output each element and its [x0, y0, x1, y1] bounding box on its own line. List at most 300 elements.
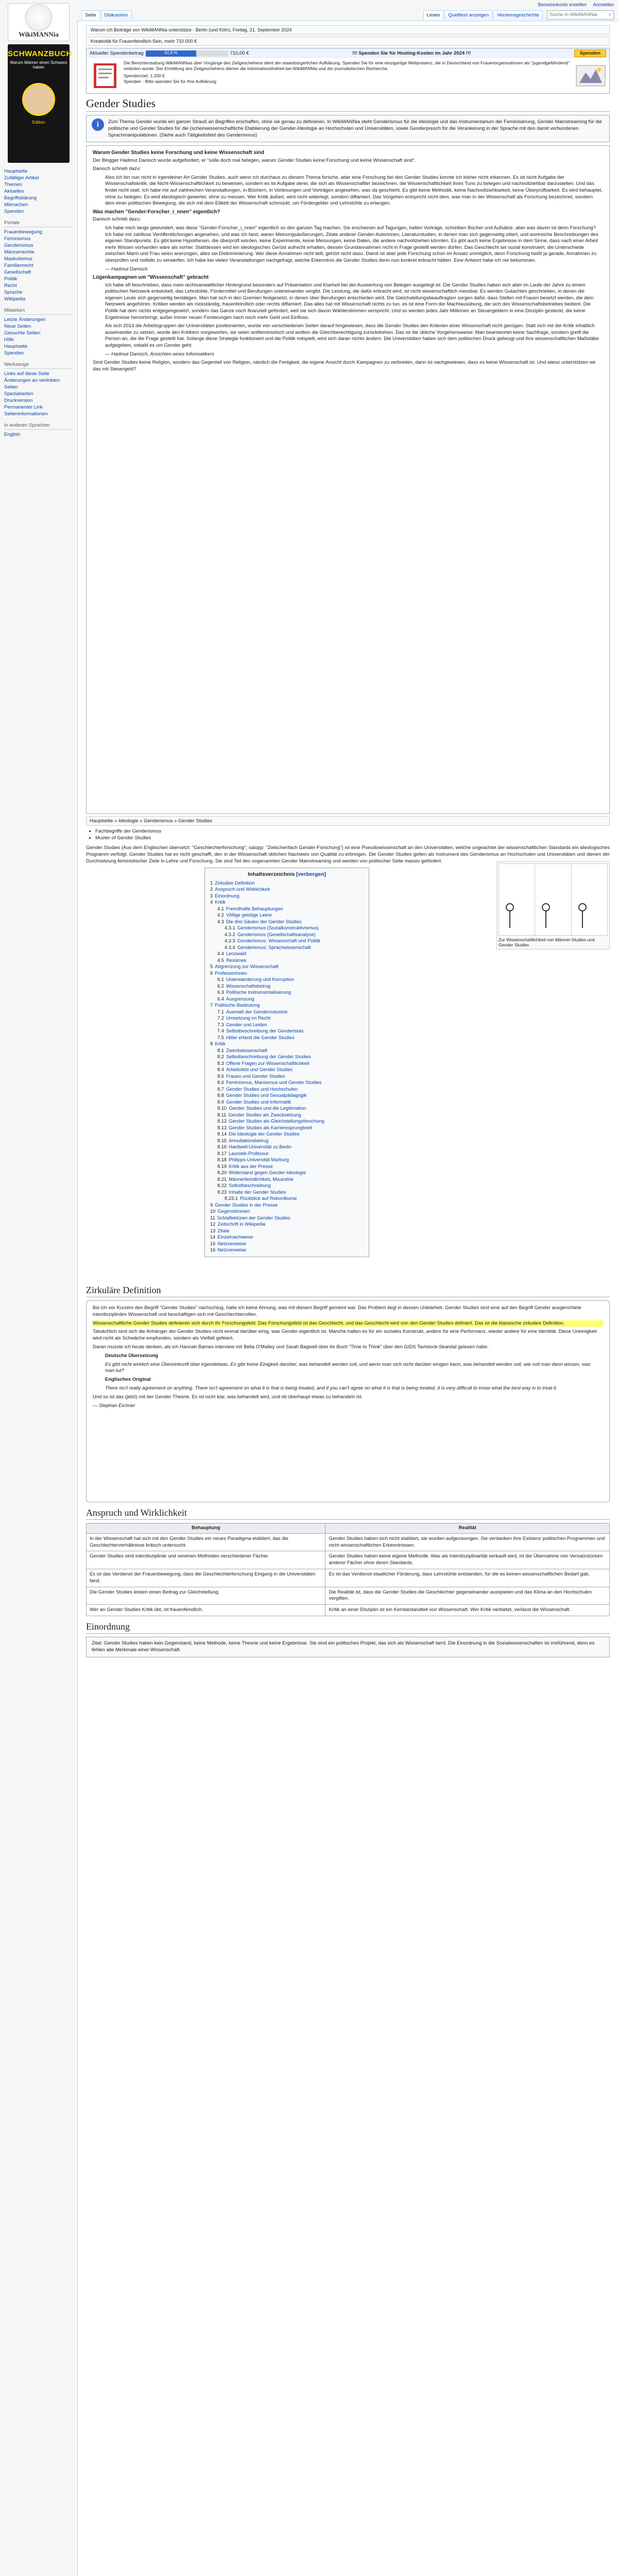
toc-link[interactable]: Genderismus: Sprachwissenschaft [237, 944, 311, 950]
toc-item[interactable] [210, 944, 364, 951]
toc-number: 8.10 [217, 1106, 227, 1111]
section-heading-anspruch: Anspruch und Wirklichkeit [86, 1507, 610, 1520]
toc-number: 8.21 [217, 1176, 227, 1182]
search-icon[interactable]: ⌕ [608, 12, 611, 18]
tab-seite[interactable]: Seite [81, 10, 100, 20]
toc-number: 13 [210, 1228, 216, 1233]
namespace-tabs [81, 10, 133, 20]
toc-item[interactable] [210, 1228, 364, 1234]
box-heading-1: Warum Gender Studies keine Forschung und keine Wissenschaft sind [93, 150, 264, 156]
login-link[interactable]: Anmelden [593, 2, 614, 7]
toc-item[interactable] [210, 976, 364, 983]
table-row [87, 1551, 610, 1569]
portal-link[interactable]: Genderismus [4, 243, 33, 248]
mitwirken-link[interactable]: Letzte Änderungen [4, 317, 46, 323]
portal-link[interactable]: Familienrecht [4, 263, 34, 268]
book-icon [90, 60, 121, 91]
werkzeuge-block [4, 362, 73, 417]
toc-item[interactable] [210, 1079, 364, 1086]
view-tabs [423, 10, 614, 20]
toc-number: 8.9 [217, 1099, 224, 1105]
toc-number: 4.4 [217, 951, 224, 956]
toc-link[interactable]: Gender Studies und die Legitimation [229, 1106, 306, 1111]
sitenotice-2[interactable]: Kreativität für Frauenfeindlich-Sein, mehr 710.000 € [86, 37, 610, 46]
nav-link[interactable]: Mitmachen [4, 202, 28, 208]
toc-item[interactable] [210, 1208, 364, 1215]
toc-link[interactable]: Offene Fragen zur Wissenschaftlichkeit [226, 1060, 310, 1066]
site-logo[interactable] [8, 3, 70, 41]
def-paragraph: Und so ist das (jetzt) mit der Gender Theorie. Es ist nicht klar, was behandelt wird, und ob überhaupt etwas zu behandeln ist. [93, 1394, 363, 1400]
toc-number: 8.2 [217, 1054, 224, 1059]
tab-lesen[interactable]: Lesen [423, 10, 444, 20]
toc-number: 4.1 [217, 906, 224, 911]
search-placeholder: Suche in WikiMANNia [550, 12, 597, 18]
table-cell: Wer an Gender Studies Kritik übt, ist frauenfeindlich. [87, 1605, 325, 1616]
comic-image [499, 863, 608, 936]
toc-number: 7 [210, 1003, 213, 1008]
info-box [86, 115, 610, 142]
toc-link[interactable]: Politische Bedeutung [215, 1003, 260, 1008]
toc-number: 6 [210, 970, 213, 976]
book-cover-face [22, 83, 55, 116]
table-cell: Gender Studies sind interdisziplinär und vereinen Methoden verschiedener Fächer. [87, 1551, 325, 1569]
section-heading-definition: Zirkuläre Definition [86, 1285, 610, 1297]
toc-item[interactable] [210, 1247, 364, 1253]
toc-link[interactable]: Fremdhafte Behauptungen [226, 906, 283, 911]
claims-table [86, 1523, 610, 1616]
toc-link[interactable]: Kritik [215, 900, 226, 905]
toc-number: 1 [210, 880, 213, 886]
toc-link[interactable]: Gender Studies und Informatik [226, 1099, 291, 1105]
top-bar [77, 0, 618, 21]
toc-item[interactable] [210, 1092, 364, 1099]
table-cell: In der Wissenschaft hat sich mit den Gender Studies ein neues Paradigma etabliert, das die Geschlechterverhältnisse kritisch untersucht. [87, 1533, 325, 1551]
toc-link[interactable]: Annullationsbetrug [229, 1138, 269, 1143]
toc-link[interactable]: Gender Studies und Hochschulen [226, 1086, 298, 1092]
toc-item[interactable] [210, 1176, 364, 1183]
donation-progress [146, 50, 228, 57]
table-row [87, 1569, 610, 1587]
toc-link[interactable]: Genderismus: Wissenschaft und Politik [237, 938, 320, 943]
tab-versionsgeschichte[interactable]: Versionsgeschichte [493, 10, 543, 20]
box-signature-1: — Hadmut Danisch [105, 266, 148, 272]
related-link[interactable]: • Fachbegriffe der Genderismus [95, 828, 610, 835]
quote-title-en: Englisches Original [105, 1377, 151, 1383]
box-lead-2: Danisch schrieb dazu: [93, 216, 141, 223]
tool-link[interactable]: Druckversion [4, 398, 33, 403]
box-quote-4: Als sich 2014 die Arbeitsgruppen der Universitäten positionierten, wurde von verschiedenen Seiten darauf hingewiesen, dass die Gender Studies den Kriterien einer Wissenschaft nicht genügen. Statt sich mit der Kritik inhaltlich auseinander zu setzen, wurde den Kritikern vorgeworfen, sie seien antifeministisch und wollten die Gleichberechtigung zurückdrehen. Das ist die übliche Vorgehensweise: Man beantwortet keine Sachfrage, sondern greift die Person an, die die Frage gestellt hat. Solange diese Strategie funktioniert und die Politik mitspielt, wird sich daran nichts ändern. Die Universitäten haben sich dem politischen Druck gebeugt und ihre wissenschaftlichen Maßstäbe aufgegeben, sobald es um Gender geht. [105, 323, 599, 349]
toc-link[interactable]: Gegenstimmen [217, 1209, 250, 1214]
toc-link[interactable]: Gender Studies als Karrieresprungbrett [229, 1125, 312, 1130]
toc-item[interactable] [210, 1028, 364, 1035]
toc-link[interactable]: Gender Studies in der Presse [215, 1202, 278, 1208]
toc-item[interactable] [210, 1241, 364, 1247]
toc-link[interactable]: Die Ideologie der Gender Studies [229, 1131, 300, 1137]
toc-link[interactable]: Ausgrenzung [226, 996, 254, 1002]
tool-link[interactable]: Spezialseiten [4, 391, 33, 397]
toc-number: 6.3 [217, 990, 224, 995]
toc-link[interactable]: Rückblick auf Rekordkurse [239, 1196, 297, 1201]
thumb-caption: Zur Wissenschaftlichkeit von Männer-Studies und Gender Studies [499, 937, 595, 947]
donation-progress-fill: 61,8 % [146, 50, 197, 57]
toc-link[interactable]: Politische Instrumentalisierung [226, 990, 291, 995]
toc-item[interactable] [210, 1234, 364, 1241]
toc-item[interactable] [210, 1195, 364, 1202]
toc-link[interactable]: Schlaflektüren der Gender Studies [217, 1215, 290, 1221]
nav-link[interactable]: Zufälliger Artikel [4, 175, 39, 181]
toc-number: 2 [210, 887, 213, 892]
toc-link[interactable]: Zitate [217, 1228, 230, 1233]
sitenotice-1[interactable]: Warum ich Beiträge von WikiMANNia unterstütze · Berlin (und Köln), Freitag, 21. September 2024 [86, 25, 610, 35]
nav-link[interactable]: Begriffsklärung [4, 195, 37, 201]
toc-item[interactable] [210, 1002, 364, 1009]
table-cell: Kritik an einer Disziplin ist ein Kernbestandteil von Wissenschaft. Wer Kritik verbietet, verlässt die Wissenschaft. [325, 1605, 610, 1616]
toc-link[interactable]: Genderismus (Sozialkonstruktivismus) [237, 925, 319, 930]
table-row [87, 1587, 610, 1605]
tab-diskussion[interactable]: Diskussion [101, 10, 132, 20]
toc-link[interactable]: Resümee [226, 957, 247, 963]
page-title: Gender Studies [86, 97, 610, 112]
claims-table-body [87, 1533, 610, 1616]
toc-item[interactable] [210, 1073, 364, 1080]
box-lead-1: Danisch schrieb dazu: [93, 166, 141, 172]
toc-item[interactable] [210, 1157, 364, 1163]
box-heading-3: Lügenkampagnen um "Wissenschaft" gebracht [93, 275, 209, 281]
toc-number: 7.1 [217, 1009, 224, 1014]
toc-item[interactable] [210, 957, 364, 964]
toc-link[interactable]: Einordnung [215, 893, 239, 899]
toc-number: 16 [210, 1247, 216, 1252]
toc-link[interactable]: Völlige geistige Leere [226, 912, 272, 918]
toc-link[interactable]: Lenzwald [226, 951, 247, 956]
box-signature-2: — Hadmut Danisch, Ansichten eines Informatikers [105, 351, 214, 357]
toc-link[interactable]: Hardwell-Universität zu Berlin [229, 1144, 292, 1149]
donation-amount: 710,00 € [230, 50, 249, 56]
quote-en: There isn't really agreement on anything. There isn't agreement on what it is that is being treated, and if you can't agree on what it is that is being treated, it is very difficult to know what the best way is to treat it. [105, 1385, 558, 1391]
toc-number: 8.23.1 [225, 1196, 238, 1201]
toc-item[interactable] [210, 1118, 364, 1125]
toc-link[interactable]: Zweckwissenschaft [226, 1047, 268, 1053]
comic-thumbnail[interactable] [496, 861, 610, 950]
comic-panel [572, 864, 607, 935]
toc-item[interactable] [210, 1125, 364, 1131]
toc-item[interactable] [210, 1163, 364, 1170]
nav-link[interactable]: Themen [4, 182, 22, 188]
section-heading-einordnung: Einordnung [86, 1621, 610, 1634]
donate-button[interactable]: Spenden [574, 49, 606, 57]
toc-number: 8.17 [217, 1150, 227, 1156]
toc-number: 15 [210, 1241, 216, 1246]
toc-link[interactable]: Selbstbeschreibung der Gender Studies [226, 1054, 311, 1059]
toc-link[interactable]: Selbstbeschreibung der Genderistas [226, 1028, 304, 1033]
languages-heading: In anderen Sprachen [4, 422, 73, 430]
mitwirken-link[interactable]: Neue Seiten [4, 324, 31, 329]
toc-number: 8.22 [217, 1183, 227, 1188]
def-paragraph: Bis ich vor Kurzem den Begriff "Gender Studies" nachschlug, hatte ich keine Ahnung, was mit diesem Begriff gemeint war. Das Problem liegt in dessen Unklarheit. Gender Studies sind eine auf den Begriff Gender ausgerichtete interdisziplinäre Wissenschaft und beschäftigen sich mit Geschlechterrollen. [93, 1305, 581, 1317]
toc-link[interactable]: Professorinnen [215, 970, 247, 976]
toc-number: 8.3 [217, 1060, 224, 1066]
table-cell: Die Realität ist, dass die Gender Studies die Geschlechter gegeneinander ausspielen und das Klima an den Hochschulen vergiften. [325, 1587, 610, 1605]
toc-number: 8.8 [217, 1093, 224, 1098]
toc-item[interactable] [210, 1041, 364, 1047]
toc-item[interactable] [210, 989, 364, 996]
language-link[interactable]: English [4, 432, 21, 437]
comic-panel [535, 864, 571, 935]
toc-title: Inhaltsverzeichnis [verbergen] [248, 871, 326, 877]
donation-illustration [575, 60, 606, 91]
mitwirken-link[interactable]: Hilfe [4, 337, 14, 343]
toc-number: 4.5 [217, 957, 224, 963]
toc-item[interactable] [210, 1099, 364, 1106]
donation-banner [86, 48, 610, 94]
toc-item[interactable] [210, 1182, 364, 1189]
toc-link[interactable]: Gender und Leiden [226, 1022, 267, 1027]
mitwirken-link[interactable]: Gesuchte Seiten [4, 330, 41, 336]
toc-link[interactable]: Inhalte der Gender Studies [229, 1189, 286, 1195]
table-cell: Gender Studies haben sich nicht etabliert, sie wurden aufgezwungen. Sie verdanken ihre Existenz politischen Programmen und nicht wissenschaftlichen Erkenntnissen. [325, 1533, 610, 1551]
toc-item[interactable] [210, 880, 364, 887]
main-content [77, 21, 618, 2576]
toc-item[interactable] [210, 951, 364, 957]
werkzeuge-heading: Werkzeuge [4, 362, 73, 369]
toc-number: 8.19 [217, 1163, 227, 1169]
toc-link[interactable]: Unterwanderung und Korruption [226, 977, 295, 982]
toc-item[interactable] [210, 1215, 364, 1222]
tool-link[interactable]: Änderungen an verlinkten Seiten [4, 378, 60, 390]
toc-item[interactable] [210, 899, 364, 906]
toc-item[interactable] [210, 1015, 364, 1022]
donation-goal: Spendenziel: 1.200 € [124, 73, 165, 78]
toc-item[interactable] [210, 1189, 364, 1196]
toc-list [210, 880, 364, 1253]
toc-number: 4.3.4 [225, 944, 235, 950]
toc-link[interactable]: Einzelnachweise [217, 1234, 253, 1240]
toc-number: 4.2 [217, 912, 224, 918]
toc-item[interactable] [210, 1112, 364, 1118]
def-signature: — Stephan Eichner [93, 1402, 135, 1409]
box-quote-3: Ich habe oft beschrieben, dass mein rechtsanwaltlicher Hintergrund besonders auf Präsentation und Klarheit bei der Auswertung von Belegen ausgelegt ist. Die Gender Studies haben sich aber im Laufe der Jahre zu einem politischen Netzwerk entwickelt, das Lehrstühle, Fördermittel und Berufungen untereinander vergibt. Die Leistung, die dafür erbracht wird, ist nicht wissenschaftlich messbar. Es werden Gutachten geschrieben, in denen die eigenen Leute sich gegenseitig bestätigen. Man hat sich in den Gremien festgesetzt, in denen über Berufungen entschieden wird. Die Gleichstellungsbeauftragten sorgen dafür, dass Stellen mit Frauen besetzt werden, die dem Netzwerk angehören. Kritiker werden als rückständig, frauenfeindlich oder rechts diffamiert. Das alles hat mit Wissenschaft nichts zu tun, es ist eine Form der Machtausübung, die sich des Wissenschaftsbetriebes bedient. Die Politik hat dem nichts entgegengesetzt, sondern das Ganze noch finanziell gefördert, weil sie sich davon Wählerstimmen verspricht. Und so werden jedes Jahr Millionen an Steuergeldern in eine Disziplin gesteckt, die keine Ergebnisse hervorbringt, außer immer neuen Forderungen nach noch mehr Geld und Einfluss. [105, 282, 594, 320]
toc-item[interactable] [210, 931, 364, 938]
create-account-link[interactable]: Benutzerkonto erstellen [538, 2, 587, 7]
table-row [87, 1533, 610, 1551]
quote-title-de: Deutsche Übersetzung [105, 1352, 158, 1359]
toc-item[interactable] [210, 1009, 364, 1015]
toc-item[interactable] [210, 970, 364, 977]
toc-number: 4.3 [217, 919, 224, 924]
toc-item[interactable] [210, 1144, 364, 1150]
toc-item[interactable] [210, 963, 364, 970]
toc-number: 7.3 [217, 1022, 224, 1027]
toc-number: 3 [210, 893, 213, 899]
toc-number: 7.2 [217, 1015, 224, 1021]
toc-link[interactable]: Zirkuläre Definition [215, 880, 255, 886]
toc-number: 8.4 [217, 1067, 224, 1072]
toc-item[interactable] [210, 886, 364, 893]
toc-number: 8.12 [217, 1118, 227, 1124]
table-header: Realität [325, 1523, 610, 1534]
toc-number: 4 [210, 900, 213, 905]
mitwirken-link[interactable]: Hauptseite [4, 344, 28, 349]
toc-link[interactable]: Netzverweise [217, 1247, 247, 1252]
toc-link[interactable]: Abgrenzung zur Wissenschaft [215, 964, 279, 969]
toc-item[interactable] [210, 1138, 364, 1144]
toc-number: 8.20 [217, 1170, 227, 1175]
toc-link[interactable]: Anspruch und Wirklichkeit [215, 887, 270, 892]
nav-link[interactable]: Spenden [4, 209, 24, 214]
toc-item[interactable] [210, 983, 364, 990]
toc-link[interactable]: Selbstbeschreibung [229, 1183, 271, 1188]
toc-item[interactable] [210, 1066, 364, 1073]
portal-link[interactable]: Männerrechte [4, 249, 35, 255]
nav-block [4, 168, 73, 215]
toc-item[interactable] [210, 996, 364, 1003]
box-intro: Der Blogger Hadmut Danisch wurde aufgefordert, er "solle doch mal belegen, warum Gender Studies keine Forschung und keine Wissenschaft sind". [93, 157, 416, 163]
toc-number: 6.1 [217, 977, 224, 982]
toc-item[interactable] [210, 912, 364, 919]
toc-number: 8.23 [217, 1189, 227, 1195]
def-paragraph: Daran musste ich heute denken, als ich Hannah Barnes interview mit Bella O'Malley und Sarah Bagwell über ihr Buch "Time to Think" über den GIDS Tavistock-Skandal gelesen habe. [93, 1344, 489, 1350]
toc-item[interactable] [210, 925, 364, 931]
toc-item[interactable] [210, 1221, 364, 1228]
tool-link[interactable]: Seiteninformationen [4, 411, 48, 417]
nav-link[interactable]: Aktuelles [4, 189, 24, 194]
donation-title: !!! Spenden Sie für Hosting-Kosten im Jahr 2024 !!! [352, 50, 471, 56]
portal-link[interactable]: Feminismus [4, 236, 31, 242]
def-paragraph: Tatsächlich sind sich die Anhänger der Gender Studies nicht einmal darüber einig, was Gender eigentlich ist. Manche halten es für ein soziales Konstrukt, andere für eine Performanz, wieder andere für eine Identität. Diese Uneinigkeit wird nicht als Schwäche empfunden, sondern als Vielfalt gefeiert. [93, 1329, 597, 1342]
portal-link[interactable]: Maskulismus [4, 256, 32, 262]
toc-number: 11 [210, 1215, 215, 1221]
box-heading-2: Was machen "Gender-Forscher_i_nnen" eigentlich? [93, 209, 220, 215]
toc-number: 7.5 [217, 1035, 224, 1040]
toc-number: 4.3.3 [225, 938, 235, 943]
toc-toggle[interactable]: [verbergen] [296, 871, 326, 877]
portal-link[interactable]: Politik [4, 276, 18, 282]
toc-number: 8.13 [217, 1125, 227, 1130]
toc-number: 4.3.1 [225, 925, 235, 930]
toc-number: 8.1 [217, 1047, 224, 1053]
portal-link[interactable]: Sprache [4, 290, 23, 295]
toc-number: 9 [210, 1202, 213, 1208]
portal-link[interactable]: Wikipedia [4, 296, 26, 302]
toc-item[interactable] [210, 1150, 364, 1157]
toc-item[interactable] [210, 919, 364, 925]
tool-link[interactable]: Permanenter Link [4, 404, 43, 410]
toc-number: 8.15 [217, 1138, 227, 1143]
book-advert[interactable] [8, 44, 70, 163]
donation-bar [87, 48, 609, 58]
toc-link[interactable]: Feminismus, Marxismus und Gender Studies [226, 1080, 322, 1085]
toc-link[interactable]: Genderismus (Gesellschaftsanalyse) [237, 931, 316, 937]
mitwirken-link[interactable]: Spenden [4, 350, 24, 356]
toc-item[interactable] [210, 1047, 364, 1054]
einordnung-box: Zitat: Gender Studies haben kein Gegenstand, keine Methode, keine Theorie und keine Ergebnisse. Sie sind ein politisches Projekt, das sich als Wissenschaft tarnt. Die Einordnung in die Sozialwissenschaften ist irreführend, denn es fehlen alle Merkmale einer Wissenschaft. [86, 1637, 610, 1657]
toc-link[interactable]: Männerfeindlichkeit, Misandrie [229, 1176, 294, 1182]
toc-link[interactable]: Umsetzung im Recht [226, 1015, 271, 1021]
toc-number: 6.4 [217, 996, 224, 1002]
toc-item[interactable] [210, 1202, 364, 1209]
toc-number: 8.18 [217, 1157, 227, 1162]
toc-number: 8.6 [217, 1080, 224, 1085]
related-list [95, 828, 610, 841]
portal-link[interactable]: Recht [4, 283, 17, 289]
toc-link[interactable]: Netzverweise [217, 1241, 247, 1246]
search-input[interactable] [547, 10, 614, 20]
toc-item[interactable] [210, 1170, 364, 1176]
tool-link[interactable]: Links auf diese Seite [4, 371, 49, 377]
toc-number: 4.3.2 [225, 931, 235, 937]
toc-item[interactable] [210, 906, 364, 912]
toc-link[interactable]: Zeitschrift in Wikipedia [217, 1222, 266, 1227]
toc-link[interactable]: Widerstand gegen Gender-Ideologie [229, 1170, 306, 1175]
toc-link[interactable]: Wissenschaftsbetrug [226, 983, 271, 989]
toc-number: 5 [210, 964, 213, 969]
toc-link[interactable]: Gender Studies als Gleichstellungsforschung [229, 1118, 324, 1124]
toc-number: 8 [210, 1041, 213, 1046]
sidebar [0, 0, 77, 2576]
info-text: Zum Thema Gender wurde ein ganzer Strauß an Begriffen erschaffen, ohne sie genau zu definieren. In WikiMANNia steht Genderismus für die Ideologie und das Instrumentarium der Feminisierung, Gender Mainstreaming für die politische und Gender Studies für die (scheinwissenschaftliche Etablierung der Gender-Ideologie an Hochschulen und Universitäten, sowie Genderpresch für die Verankerung in der Sprache mit den damit verbundenen Sprachmanipulationen. (Siehe auch Tätigkeitsfeld des Genderismus) [108, 119, 602, 138]
toc-item[interactable] [210, 1086, 364, 1093]
breadcrumb[interactable]: Hauptseite » Ideologie » Genderismus » Gender Studies [86, 816, 610, 826]
nav-link[interactable]: Hauptseite [4, 168, 28, 174]
table-cell: Gender Studies haben keine eigene Methodik. Was als Interdisziplinarität verkauft wird, ist die Übernahme von Versatzstücken anderer Fächer ohne deren Standards. [325, 1551, 610, 1569]
toc-item[interactable] [210, 1022, 364, 1028]
toc-area [86, 868, 610, 1280]
definition-box [86, 1300, 610, 1502]
toc-link[interactable]: Arbeitsfeld und Gender Studies [226, 1067, 293, 1072]
toc-number: 8.16 [217, 1144, 227, 1149]
table-cell: Die Gender Studies leisten einen Beitrag zur Gleichstellung. [87, 1587, 325, 1605]
mitwirken-heading: Mitwirken [4, 308, 73, 315]
toc-item[interactable] [210, 1131, 364, 1138]
toc-number: 12 [210, 1222, 216, 1227]
toc-link[interactable]: Ausmaß der Genderindustrie [226, 1009, 288, 1014]
quote-de: Es gibt nicht wirklich eine Übereinkunft über irgendetwas. Es gibt keine Einigkeit darüber, was behandelt werden soll, und wenn man sich nicht darüber einigen kann, was behandelt werden soll, wie soll man dann wissen, was man tut? [105, 1361, 591, 1374]
toc-link[interactable]: Die drei Säulen der Gender Studies [226, 919, 302, 924]
toc-link[interactable]: Philipps-Universität Marburg [229, 1157, 289, 1162]
toc-link[interactable]: Kritik [215, 1041, 226, 1046]
toc-link[interactable]: Gender Studies und Sexualpädagogik [226, 1093, 307, 1098]
donation-caption: Spenden · Bitte spenden Sie für Ihre Aufklärung [124, 79, 217, 84]
toc-item[interactable] [210, 1060, 364, 1067]
toc-item[interactable] [210, 893, 364, 900]
toc-link[interactable]: Gender Studies als Zwecksetzung [228, 1112, 301, 1117]
toc-link[interactable]: Lauristik-Professur [229, 1150, 269, 1156]
tab-quelltext[interactable]: Quelltext anzeigen [444, 10, 492, 20]
toc-link[interactable]: Hitler erfand die Gender Studies [226, 1035, 295, 1040]
portale-heading: Portale [4, 220, 73, 227]
portal-link[interactable]: Frauenbewegung [4, 229, 42, 235]
toc-number: 8.5 [217, 1073, 224, 1079]
portale-block [4, 220, 73, 302]
toc-number: 10 [210, 1209, 216, 1214]
box-quote-1: Also ich bin nun nicht in irgendeiner Art Gender Studies, auch wenn ich durchaus zu diesem Thema forsche, aber eine Forschung bei den Gender Studies konnte ich bisher nicht erkennen. Es ist nicht Aufgabe der Wissenschaftskritik, die Nicht-Wissenschaftlichkeit zu beweisen, sondern es ist Aufgabe derer, die sich als Wissenschaftler bezeichnen, die Wissenschaftlichkeit ihres Tuns zu belegen und nachvollziehbar darzustellen. Und das findet nicht statt. Ich habe mir auf zahlreichen Veranstaltungen, in Büchern, in Vorlesungen und Vorträgen angesehen, was da geschieht. Es gibt keine Methodik, keine Nachvollziehbarkeit, keine Überprüfbarkeit. Es wird behauptet, ohne zu belegen. Es wird ideologisch gewertet, ohne zu messen. Wer Kritik äußert, wird nicht widerlegt, sondern diffamiert. Das Vorgehen entspricht nicht dem, was man in der Wissenschaft als Forschung bezeichnet, sondern dem einer politischen Bewegung, die sich mit dem Etikett der Wissenschaft schmückt, um Fördergelder und Lehrstühle zu erlangen. [105, 174, 603, 207]
toc-item[interactable] [210, 1054, 364, 1060]
toc-link[interactable]: Frauen und Gender Studies [226, 1073, 285, 1079]
related-link[interactable]: • Muster of Gender Studies [95, 835, 610, 841]
toc-item[interactable] [210, 938, 364, 944]
logo-text: WikiMANNia [19, 30, 59, 38]
table-header: Behauptung [87, 1523, 325, 1534]
table-of-contents [204, 868, 369, 1257]
toc-link[interactable]: Kritik aus der Presse [229, 1163, 273, 1169]
mitwirken-block [4, 308, 73, 357]
book-edition: Edition [32, 120, 45, 125]
lead-paragraph: Gender Studies (Aus dem Englischen übersetzt: "Geschlechterforschung"; salopp: "Zwischenfach Gender-Forschung") ist eine Pseudowissenschaft an den Universitäten, welche ungeachtet der wissenschaftlichen Standards ein ideologisches Programm verfolgt. Gender Studies hat es nicht geschafft, den in der Wissenschaft üblichen Nachweis von Qualität zu erbringen. Die Gender Studies gelten als Instrument des Genderismus an Hochschulen und Universitäten und dienen der Durchsetzung feministischer Ziele in Lehre und Forschung. Sie sind Teil des sogenannten Gender Mainstreaming und werden von politischer Seite massiv gefördert. [86, 845, 610, 864]
toc-item[interactable] [210, 1035, 364, 1041]
portal-link[interactable]: Gesellschaft [4, 269, 31, 275]
toc-item[interactable] [210, 1105, 364, 1112]
def-highlight: Wissenschaftliche Gender Studies definieren sich durch ihr Forschungsfeld. Das Forschungsfeld ist das Geschlecht, und das Geschlecht wird von den Gender Studies definiert. Das ist die klassische zirkuläre Definition. [93, 1320, 603, 1327]
